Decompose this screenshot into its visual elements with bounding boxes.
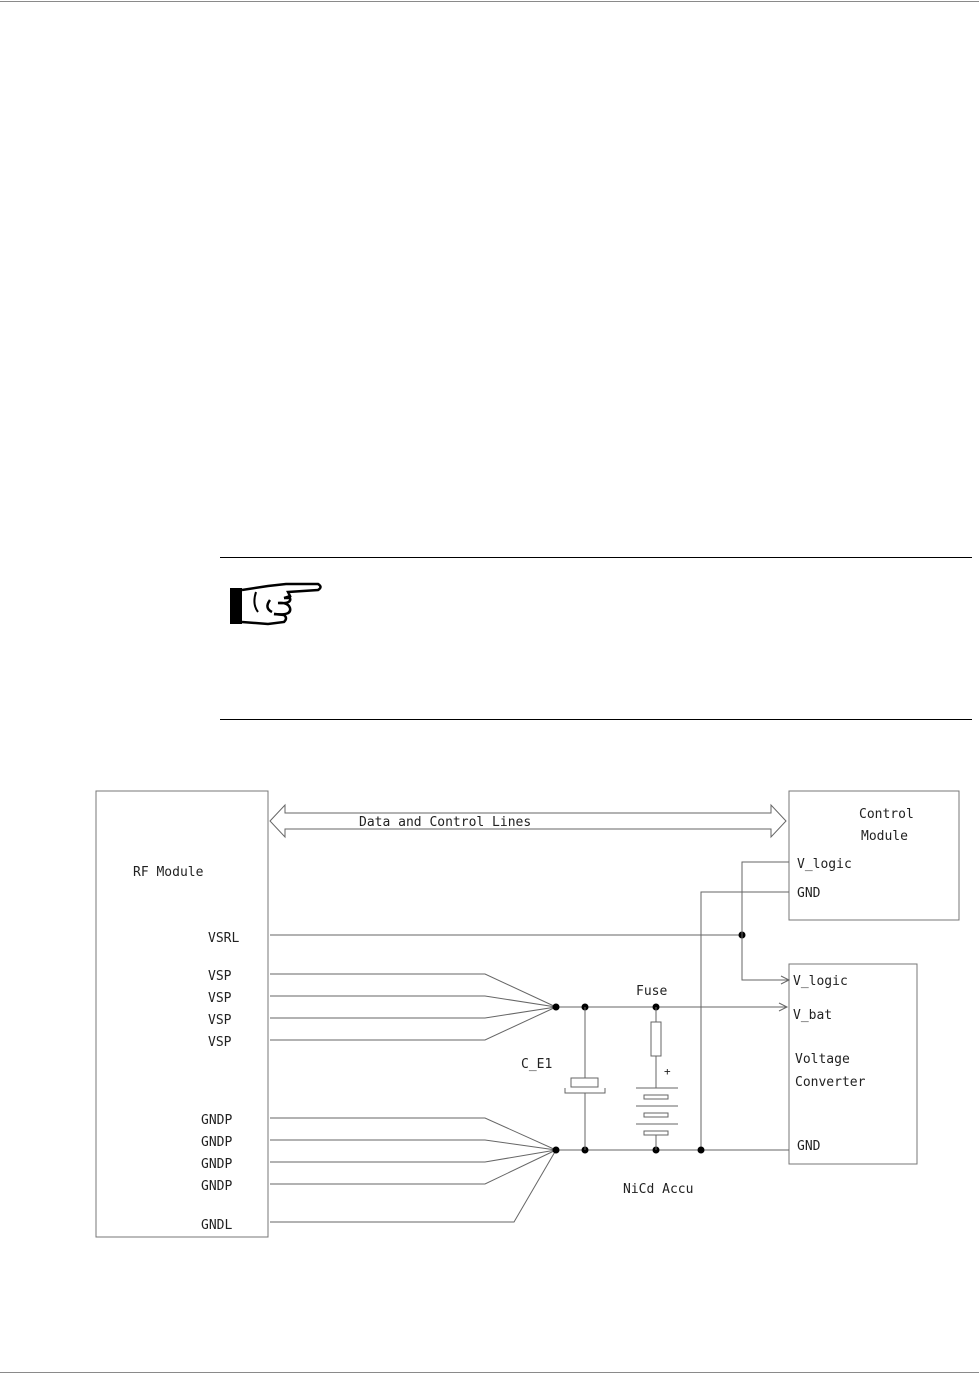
capacitor-label: C_E1 [521,1057,553,1072]
pin-gndp-1: GNDP [201,1113,233,1128]
gnd-junction-dot [553,1147,560,1154]
control-pin-gnd: GND [797,886,821,901]
vsp-junction-dot [553,1004,560,1011]
control-gnd-junction-dot [698,1147,705,1154]
control-module-label-line2: Module [861,829,908,844]
converter-pin-v-logic: V_logic [793,974,848,989]
capacitor-c-e1 [571,1078,598,1087]
fuse-symbol [651,1022,661,1056]
control-module-label-line1: Control [859,807,914,822]
pin-gndp-4: GNDP [201,1179,233,1194]
pin-vsrl: VSRL [208,931,240,946]
voltage-converter-label-line1: Voltage [795,1052,850,1067]
voltage-converter-label-line2: Converter [795,1075,866,1090]
control-pin-v-logic: V_logic [797,857,852,872]
battery-label: NiCd Accu [623,1182,694,1197]
converter-pin-v-bat: V_bat [793,1008,833,1023]
rf-module-label: RF Module [133,865,204,880]
pin-vsp-3: VSP [208,1013,232,1028]
bus-label: Data and Control Lines [359,815,532,830]
fuse-label: Fuse [636,984,668,999]
pin-gndp-3: GNDP [201,1157,233,1172]
pin-vsp-1: VSP [208,969,232,984]
pin-vsp-2: VSP [208,991,232,1006]
pin-vsp-4: VSP [208,1035,232,1050]
nicd-battery-symbol [636,1088,678,1135]
page-bottom-rule [0,1372,979,1373]
pin-gndl: GNDL [201,1218,233,1233]
rf-module-block [96,791,268,1237]
battery-plus-label: + [664,1065,671,1078]
converter-pin-gnd: GND [797,1139,821,1154]
pin-gndp-2: GNDP [201,1135,233,1150]
